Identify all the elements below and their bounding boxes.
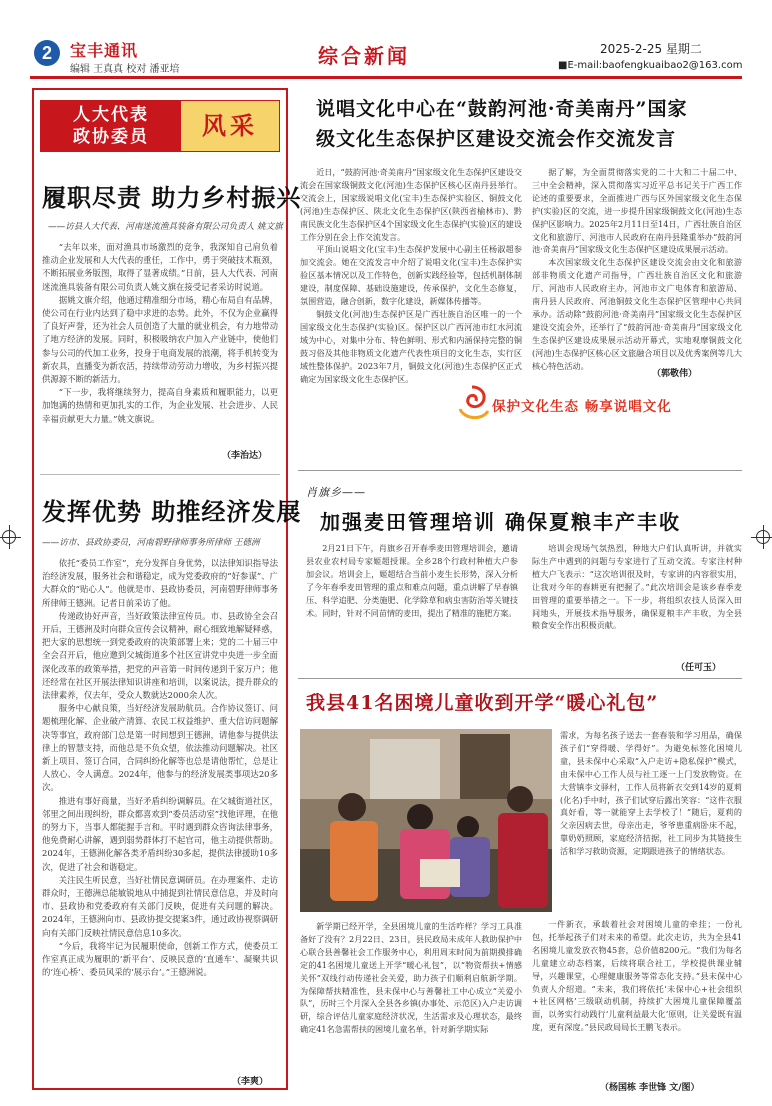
paragraph: 平顶山说唱文化(宝丰)生态保护发展中心副主任杨淑超参加交流会。她在交流发言中介绍了说唱文化(宝丰)生态保护实验区基本情况以及工作特色，创新实践经验等，包括机制体制建设，制度保障、基础设施建设，传承保护，文化生态修复，氛围营造，融合创新，数字化建设，新媒体传播等。: [300, 244, 522, 307]
paragraph: 新学期已经开学，全县困境儿童的生活咋样？学习工具准备好了没有？2月22日、23日，县民政局未成年人救助保护中心联合县善馨社会工作服务中心，利用周末时间为前期摸排确定的41名困境儿童送上开学“暖心礼包”，以“物资帮扶+情感关怀”双线行动传递社会关爱，助力孩子们顺利启航新学期。为保障帮扶精准性，县未保中心与善馨社工中心成立“关爱小队”，历时三个月深入全县各乡镇(办事处、示范区)入户走访调研，综合评估儿童家庭经济状况，生活需求及心理状态，最终确定41名急需帮扶的困境儿童名单，针对新学期实际: [300, 921, 522, 1035]
article4-author: （任可玉）: [676, 663, 722, 673]
article5-title: 我县41名困境儿童收到开学“暖心礼包”: [306, 692, 659, 714]
mail-icon: ■: [558, 60, 568, 71]
paragraph: 近日，“鼓韵河池·奇美南丹”国家级文化生态保护区建设交流会在国家级铜鼓文化(河池)生态保护区核心区南丹县举行。交流会上，国家级说唱文化(宝丰)生态保护实验区、铜鼓文化(河池)生态保护区、陕北文化生态保护区(陕西省榆林市)、黔南民族文化生态保护区4个国家级文化生态保护(实验)区的建设工作分别在会上作交流发言。: [300, 167, 522, 242]
paragraph: 依托“委员工作室”，充分发挥自身优势，以法律知识指导法治经济发展，服务社会和谐稳定，成为党委政府的“好参谋”、广大群众的“贴心人”。他就是市、县政协委员，河南碧野律师事务所律师王德洲。记者日前采访了他。: [42, 558, 278, 608]
paragraph: 推进有事好商量，当好矛盾纠纷调解员。在父城街道社区，邻里之间出现纠纷，群众都喜欢到“委员活动室”找他评理，在他的努力下，当事人都能握手言和。平时遇到群众咨询法律事务，他免费耐心讲解，遇到弱势群体打不起官司，他主动提供帮助。2024年，王德洲化解各类矛盾纠纷30多起，提供法律援助10多次，促进了社会和谐稳定。: [42, 795, 278, 872]
slogan-banner: [450, 383, 740, 423]
children-gift-photo: [300, 729, 552, 912]
page-number: 2: [34, 40, 60, 66]
article1-title: 履职尽责 助力乡村振兴: [42, 183, 302, 212]
header-rule: [30, 76, 742, 79]
article1-author: （李治达）: [222, 451, 268, 461]
swirl-logo-icon: [452, 383, 492, 423]
column-banner: [40, 100, 280, 152]
slogan-text: 保护文化生态 畅享说唱文化: [492, 399, 672, 415]
article5-author: （杨国栋 李世锋 文/图）: [600, 1083, 700, 1093]
edit-line: 编辑 王真真 校对 潘亚培: [70, 64, 180, 75]
article3-title-line2: 级文化生态保护区建设交流会作交流发言: [316, 128, 677, 150]
banner-feature: 风采: [181, 101, 279, 151]
article3-col1: [300, 166, 522, 385]
divider: [298, 470, 742, 471]
article5-bottom-left: [300, 920, 522, 1036]
registration-mark-icon: [756, 530, 770, 544]
article4-col2: [532, 542, 742, 632]
article2-body: [42, 557, 278, 980]
article5-bottom-right: [532, 918, 742, 1034]
article4-kicker: 肖旗乡——: [306, 486, 366, 499]
contact-email: ■E-mail:baofengkuaibao2@163.com: [558, 60, 743, 71]
paragraph: 据了解，为全面贯彻落实党的二十大和二十届二中、三中全会精神，深入贯彻落实习近平总书记关于广西工作论述的重要要求，全面推进广西与区外国家级文化生态保护(实验)区的交流，进一步提升国家级铜鼓文化(河池)生态保护区影响力。2025年2月11日至14日，广西壮族自治区文化和旅游厅、河池市人民政府在南丹县隆重举办“鼓韵河池·奇美南丹”国家级文化生态保护区建设成果展示活动。: [532, 167, 742, 255]
issue-date: 2025-2-25 星期二: [600, 42, 702, 56]
article1-body: [42, 241, 278, 426]
paragraph: 一件新衣，承载着社会对困境儿童的牵挂；一份礼包，托举起孩子们对未来的希望。此次走访，共为全县41名困境儿童发放衣物45套，总价值8200元。“我们为每名儿童建立动态档案，后续将联合社工，学校提供课业辅导，兴趣课堂，心理健康服务等常态化支持。”县未保中心负责人介绍道。“未来，我们将依托‘未保中心+社会组织+社区网格’三级联动机制，持续扩大困境儿童保障覆盖面，以务实行动践行‘儿童利益最大化’原则，让关爱既有温度，更有深度。”县民政局局长王鹏飞表示。: [532, 919, 742, 1033]
article2-subtitle: ——访市、县政协委员，河南碧野律师事务所律师 王德洲: [42, 538, 260, 548]
article1-subtitle: ——访县人大代表、河南迷流渔具装备有限公司负责人 姚文旗: [48, 222, 283, 232]
article5-right-col: [560, 729, 742, 858]
paragraph: 服务中心献良策，当好经济发展助航员。合作协议签订、问题梳理化解、企业破产清算、农民工权益维护、重大信访问题解决等事宜，政府部门总是第一时间想到王德洲，请他参与提供法律上的智慧支持，而他总是不负众望，依法推动问题解决。社区新上项目、签订合同，合同纠纷化解等也总是请他帮忙，总是让人放心、令人满意。2024年，他参与的经济发展类事项达20多次。: [42, 703, 278, 793]
paragraph: 需求，为每名孩子送去一套春装和学习用品，确保孩子们“穿得暖、学得好”。为避免标签化困境儿童，县未保中心采取“入户走访+隐私保护”模式，由未保中心工作人员与社工逐一上门发放物资。在大营镇李文驿村，工作人员将新衣交到14岁的夏莉(化名)手中时，孩子们试穿后露出笑容：“这件衣服真好看，等一就能穿上去学校了！”随后，夏莉的父亲因病去世，母亲出走，爷爷患重病卧床不起，靠奶奶照顾，家庭经济拮据，社工同步为其链接生活和学习救助资源，定期跟进孩子的情绪状态。: [560, 730, 742, 857]
banner-label: 人大代表 政协委员: [41, 101, 181, 151]
paragraph: “今后，我将牢记为民履职使命，创新工作方式，使委员工作室真正成为履职的‘新平台’、反映民意的‘直通车’、凝聚共识的‘连心桥’、委员风采的‘展示台’。”王德洲说。: [42, 940, 278, 978]
article2-author: （李爽）: [232, 1077, 269, 1087]
article3-title-line1: 说唱文化中心在“鼓韵河池·奇美南丹”国家: [316, 98, 688, 120]
paragraph: 传递政协好声音，当好政策法律宣传员。市、县政协全会召开后，王德洲及时向群众宣传会议精神，耐心细致地解疑释惑，把大家的思想统一到党委政府的决策部署上来；党的二十届三中全会召开后，他应邀到父城街道多个社区宣讲党中央进一步全面深化改革的政策举措，把党的声音第一时间传递到千家万户；他还经常在社区开展法律知识讲座和培训，以案说法，提升群众的法律素养，仅去年，受众人数就达2000余人次。: [42, 610, 278, 701]
article4-col1: [306, 542, 518, 619]
paragraph: 关注民生听民意，当好社情民意调研员。在办理案件、走访群众时，王德洲总能敏锐地从中捕捉到社情民意信息，并及时向市、县政协和党委政府有关部门反映，促进有关问题的解决。2024年，王德洲向市、县政协提交提案3件，通过政协视察调研向有关部门反映社情民意信息10多次。: [42, 874, 279, 938]
divider: [298, 678, 742, 679]
article2-title: 发挥优势 助推经济发展: [42, 497, 302, 526]
page-header: [0, 0, 772, 80]
article3-col2: [532, 166, 742, 373]
paragraph: 铜鼓文化(河池)生态保护区是广西壮族自治区唯一的一个国家级文化生态保护(实验)区。保护区以广西河池市红水河流域为中心，对集中分布、特色鲜明、形式和内涵保持完整的铜鼓习俗及其他非物质文化遗产代表性项目的文化生态，实行区域性整体保护。2023年7月，铜鼓文化(河池)生态保护区正式确定为国家级文化生态保护区。: [300, 308, 522, 384]
news-photo: [300, 729, 552, 912]
paragraph: 2月21日下午，肖旗乡召开春季麦田管理培训会，邀请县农业农村局专家姬超授课。全乡28个行政村种植大户参加会议。培训会上，姬超结合当前小麦生长形势，深入分析了今年春季麦田管理的重点和难点问题，重点讲解了早春镇压、科学追肥、分类施肥、化学除草和病虫害防治等关键技术。同时，针对不同苗情的麦田，提出了精准的施肥方案。: [306, 543, 518, 618]
divider: [40, 474, 280, 475]
paragraph: “下一步，我将继续努力，提高自身素质和履职能力，以更加饱满的热情和更加扎实的工作，为企业发展、社会进步、人民幸福贡献更大力量。”姚文旗说。: [42, 387, 278, 424]
paragraph: “去年以来，面对渔具市场激烈的竞争，我深知自己肩负着推动企业发展和人大代表的重任，工作中，勇于突破技术瓶颈，不断拓展业务版图，取得了显著成绩。”日前，县人大代表、河南迷流渔具装备有限公司负责人姚文旗在接受记者采访时说道。: [42, 242, 278, 292]
paragraph: 本次国家级文化生态保护区建设交流会由文化和旅游部非物质文化遗产司指导，广西壮族自治区文化和旅游厅、河池市人民政府主办，河池市文广电体育和旅游局、南丹县人民政府、河池铜鼓文化生态保护区管理中心共同承办。活动除“鼓韵河池·奇美南丹”国家级文化生态保护区建设交流会外，还举行了“鼓韵河池·奇美南丹”国家级文化生态保护区建设成果展示活动开幕式，实地观摩铜鼓文化(河池)生态保护区核心区文旅融合项目以及优秀案例等几大核心特色活动。: [532, 257, 742, 371]
masthead: 宝丰通讯: [70, 41, 139, 60]
article4-title: 加强麦田管理培训 确保夏粮丰产丰收: [320, 510, 681, 534]
paragraph: 培训会现场气氛热烈，种地大户们认真听讲，并就实际生产中遇到的问题与专家进行了互动交流。专家注村种植大户飞表示：“这次培训很及时，专家讲的内容很实用，让我对今年的春耕更有把握了。”此次培训会是该乡春季麦田管理的重要举措之一。下一步，将组织农技人员深入田间地头，开展技术指导服务，确保夏粮丰产丰收，为全县粮食安全作出积极贡献。: [532, 543, 742, 631]
section-title: 综合新闻: [318, 44, 410, 68]
article3-author: （郭敬伟）: [652, 369, 698, 379]
paragraph: 据姚文旗介绍，他通过精准细分市场，精心布局自有品牌，使公司在行业内达到了稳中求进的态势。此外，不仅为企业赢得了良好声誉，还为社会人员创造了大量的就业机会，有力地带动了地方经济的发展。同时，积极吸纳农户加入产业链中，使他们参与公司的代加工业务，投身于电商发展的浪潮，将手机转变为新农具，直播变为新农活，持续带动劳动力增收，为乡村振兴提供源源不断的新活力。: [42, 294, 278, 385]
registration-mark-icon: [2, 530, 16, 544]
